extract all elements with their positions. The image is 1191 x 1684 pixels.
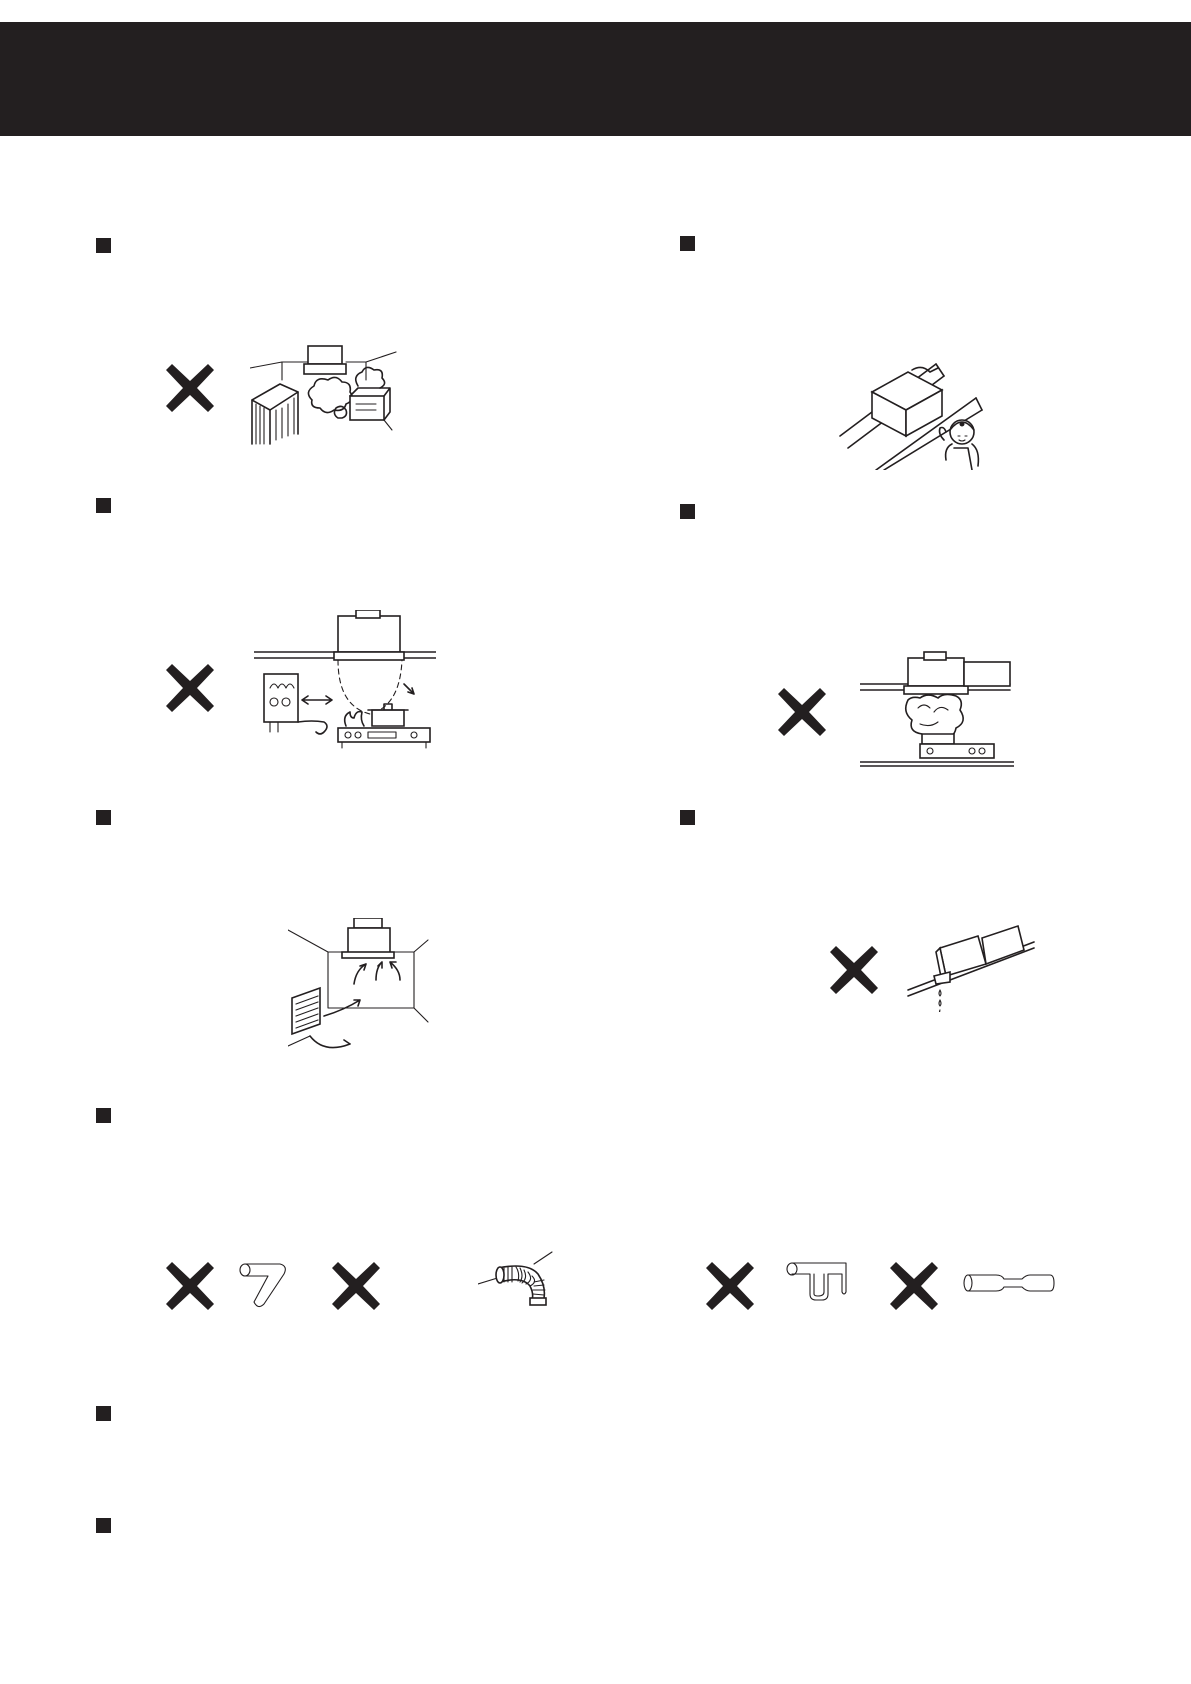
section-bullet-3 xyxy=(96,498,111,513)
smoke-and-boxes-illustration xyxy=(250,340,402,450)
cooking-steam-illustration xyxy=(860,650,1014,770)
x-mark-icon xyxy=(890,1262,938,1310)
sharp-bend-duct-icon xyxy=(236,1262,292,1308)
section-bullet-8 xyxy=(96,1406,111,1421)
x-mark-icon xyxy=(778,688,826,736)
section-bullet-6 xyxy=(680,810,695,825)
x-mark-icon xyxy=(166,364,214,412)
header-bar xyxy=(0,22,1191,136)
x-mark-icon xyxy=(332,1262,380,1310)
section-bullet-5 xyxy=(96,810,111,825)
section-bullet-2 xyxy=(680,236,695,251)
section-bullet-7 xyxy=(96,1108,111,1123)
section-bullet-9 xyxy=(96,1518,111,1533)
inspection-worker-illustration xyxy=(836,344,986,470)
x-mark-icon xyxy=(706,1262,754,1310)
x-mark-icon xyxy=(166,1262,214,1310)
u-trap-duct-icon xyxy=(784,1262,848,1302)
section-bullet-4 xyxy=(680,504,695,519)
dripping-condensation-illustration xyxy=(906,920,1036,1012)
flexible-duct-icon xyxy=(478,1250,558,1308)
wall-vent-airflow-illustration xyxy=(288,918,432,1050)
water-heater-stove-illustration xyxy=(254,610,436,750)
section-bullet-1 xyxy=(96,238,111,253)
x-mark-icon xyxy=(166,664,214,712)
narrowed-duct-icon xyxy=(962,1272,1056,1294)
x-mark-icon xyxy=(830,946,878,994)
